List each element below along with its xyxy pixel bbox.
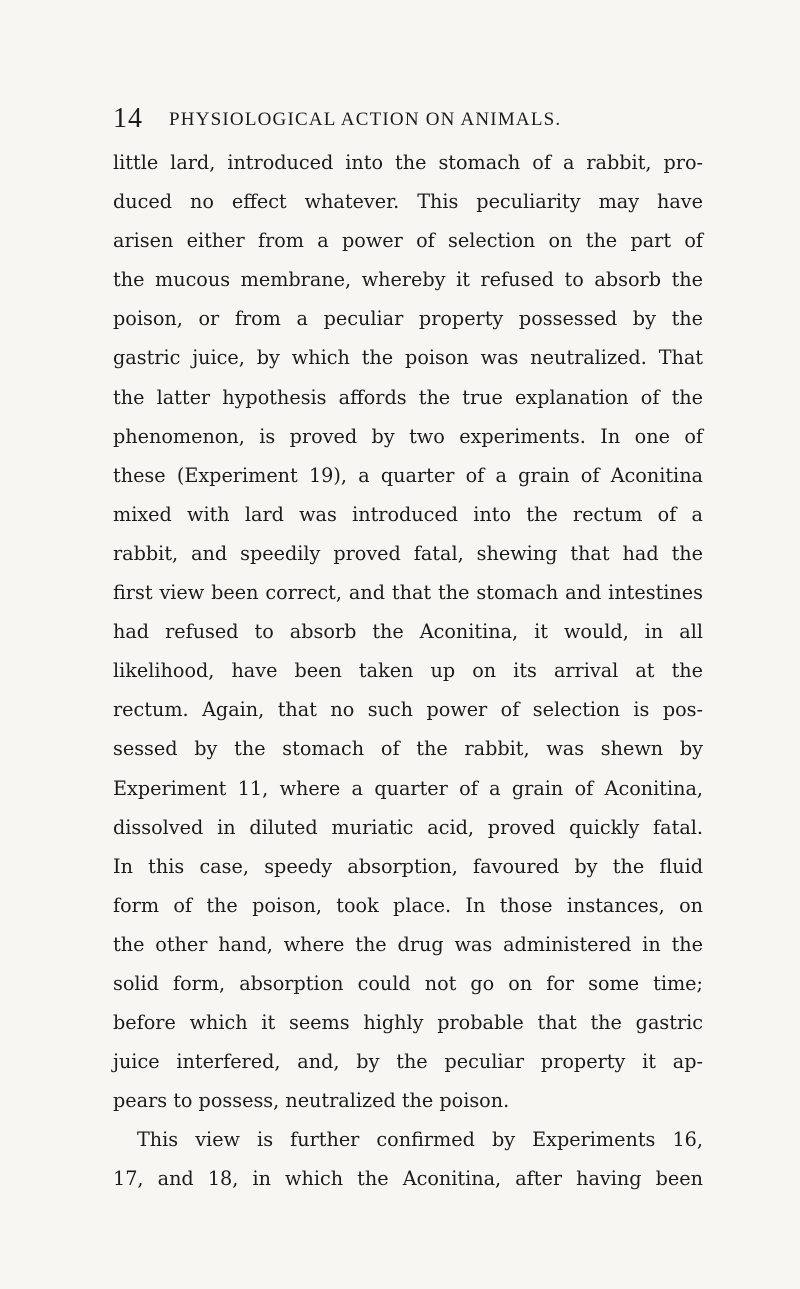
text-line: gastric juice, by which the poison was neutralized. That xyxy=(113,346,703,370)
text-line: Experiment 11, where a quarter of a grain of Aconitina, xyxy=(113,776,703,800)
text-line: arisen either from a power of selection on the part of xyxy=(113,229,703,253)
text-line: rabbit, and speedily proved fatal, shewing that had the xyxy=(113,541,703,565)
text-line: In this case, speedy absorption, favoured by the fluid xyxy=(113,854,703,878)
text-line: sessed by the stomach of the rabbit, was shewn by xyxy=(113,737,703,761)
text-line: solid form, absorption could not go on for some time; xyxy=(113,971,703,995)
text-line: the other hand, where the drug was administered in the xyxy=(113,932,703,956)
text-line: pears to possess, neutralized the poison. xyxy=(113,1089,510,1113)
text-line: phenomenon, is proved by two experiments. In one of xyxy=(113,424,703,448)
page-number: 14 xyxy=(113,103,143,134)
text-line: form of the poison, took place. In those instances, on xyxy=(113,893,703,917)
text-line: these (Experiment 19), a quarter of a grain of Aconitina xyxy=(113,463,703,487)
running-head xyxy=(113,105,733,139)
text-line: first view been correct, and that the stomach and intestines xyxy=(113,581,703,605)
body-text xyxy=(113,143,703,1199)
text-line: 17, and 18, in which the Aconitina, after having been xyxy=(113,1167,703,1191)
text-line: juice interfered, and, by the peculiar property it ap- xyxy=(113,1050,703,1074)
text-line: likelihood, have been taken up on its arrival at the xyxy=(113,659,703,683)
text-line: rectum. Again, that no such power of selection is pos- xyxy=(113,698,703,722)
text-line: mixed with lard was introduced into the rectum of a xyxy=(113,502,703,526)
text-line: had refused to absorb the Aconitina, it would, in all xyxy=(113,620,703,644)
text-line: before which it seems highly probable that the gastric xyxy=(113,1011,703,1035)
text-line: duced no effect whatever. This peculiarity may have xyxy=(113,190,703,214)
text-line: the latter hypothesis affords the true explanation of the xyxy=(113,385,703,409)
text-line: little lard, introduced into the stomach of a rabbit, pro- xyxy=(113,151,703,174)
text-line: This view is further confirmed by Experiments 16, xyxy=(137,1128,703,1152)
text-line: dissolved in diluted muriatic acid, proved quickly fatal. xyxy=(113,815,703,839)
text-line: the mucous membrane, whereby it refused to absorb the xyxy=(113,268,703,292)
text-line: poison, or from a peculiar property possessed by the xyxy=(113,307,703,331)
running-title: PHYSIOLOGICAL ACTION ON ANIMALS. xyxy=(169,109,562,130)
